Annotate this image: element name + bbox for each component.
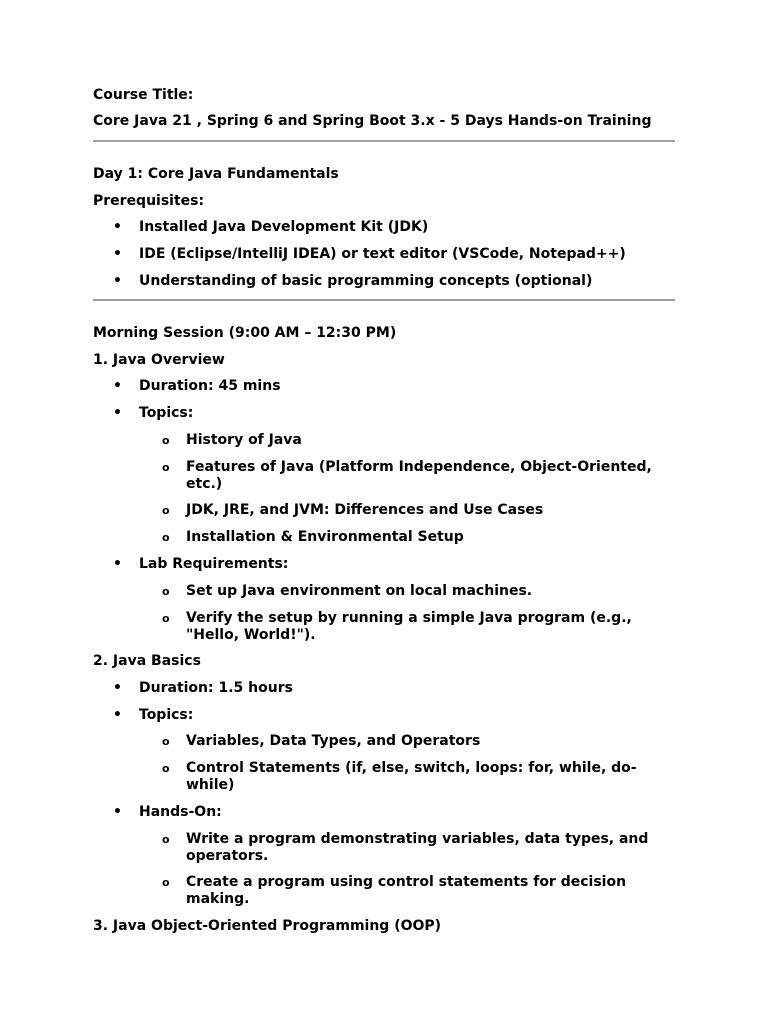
section-title: 2. Java Basics (93, 653, 201, 669)
bullet-icon: • (113, 707, 122, 723)
morning-session-heading: Morning Session (9:00 AM – 12:30 PM) (93, 325, 397, 341)
sub-bullet-icon: o (162, 461, 170, 474)
hands-on-label: Hands-On: (139, 804, 222, 820)
course-title: Core Java 21 , Spring 6 and Spring Boot 3.x - 5 Days Hands-on Training (93, 113, 652, 129)
hands-on-item: Create a program using control statements for decision making. (186, 874, 627, 907)
prerequisite-item: Understanding of basic programming concepts (optional) (139, 273, 593, 289)
bullet-icon: • (113, 219, 122, 235)
topic-item: History of Java (186, 432, 302, 448)
divider (93, 140, 675, 142)
sub-bullet-icon: o (162, 531, 170, 544)
bullet-icon: • (113, 680, 122, 696)
topic-item: Features of Java (Platform Independence, Object-Oriented, etc.) (186, 459, 652, 492)
topics-label: Topics: (139, 707, 194, 723)
section-title: 3. Java Object-Oriented Programming (OOP) (93, 918, 442, 934)
topic-item: JDK, JRE, and JVM: Differences and Use Cases (186, 502, 544, 518)
lab-item: Set up Java environment on local machines. (186, 583, 533, 599)
topics-label: Topics: (139, 405, 194, 421)
day1-heading: Day 1: Core Java Fundamentals (93, 166, 339, 182)
bullet-icon: • (113, 556, 122, 572)
sub-bullet-icon: o (162, 833, 170, 846)
sub-bullet-icon: o (162, 735, 170, 748)
topic-item: Variables, Data Types, and Operators (186, 733, 481, 749)
lab-requirements-label: Lab Requirements: (139, 556, 289, 572)
prerequisite-item: IDE (Eclipse/IntelliJ IDEA) or text editor (VSCode, Notepad++) (139, 246, 626, 262)
prerequisites-heading: Prerequisites: (93, 193, 205, 209)
sub-bullet-icon: o (162, 876, 170, 889)
prerequisite-item: Installed Java Development Kit (JDK) (139, 219, 429, 235)
topic-item: Installation & Environmental Setup (186, 529, 464, 545)
sub-bullet-icon: o (162, 612, 170, 625)
topic-item: Control Statements (if, else, switch, loops: for, while, do-while) (186, 760, 637, 793)
section-title: 1. Java Overview (93, 352, 225, 368)
bullet-icon: • (113, 804, 122, 820)
sub-bullet-icon: o (162, 434, 170, 447)
lab-item: Verify the setup by running a simple Java program (e.g., "Hello, World!"). (186, 610, 632, 643)
divider (93, 299, 675, 301)
sub-bullet-icon: o (162, 504, 170, 517)
sub-bullet-icon: o (162, 585, 170, 598)
duration-text: Duration: 1.5 hours (139, 680, 293, 696)
bullet-icon: • (113, 378, 122, 394)
sub-bullet-icon: o (162, 762, 170, 775)
bullet-icon: • (113, 273, 122, 289)
course-title-label: Course Title: (93, 87, 194, 103)
bullet-icon: • (113, 405, 122, 421)
duration-text: Duration: 45 mins (139, 378, 281, 394)
hands-on-item: Write a program demonstrating variables, data types, and operators. (186, 831, 649, 864)
bullet-icon: • (113, 246, 122, 262)
